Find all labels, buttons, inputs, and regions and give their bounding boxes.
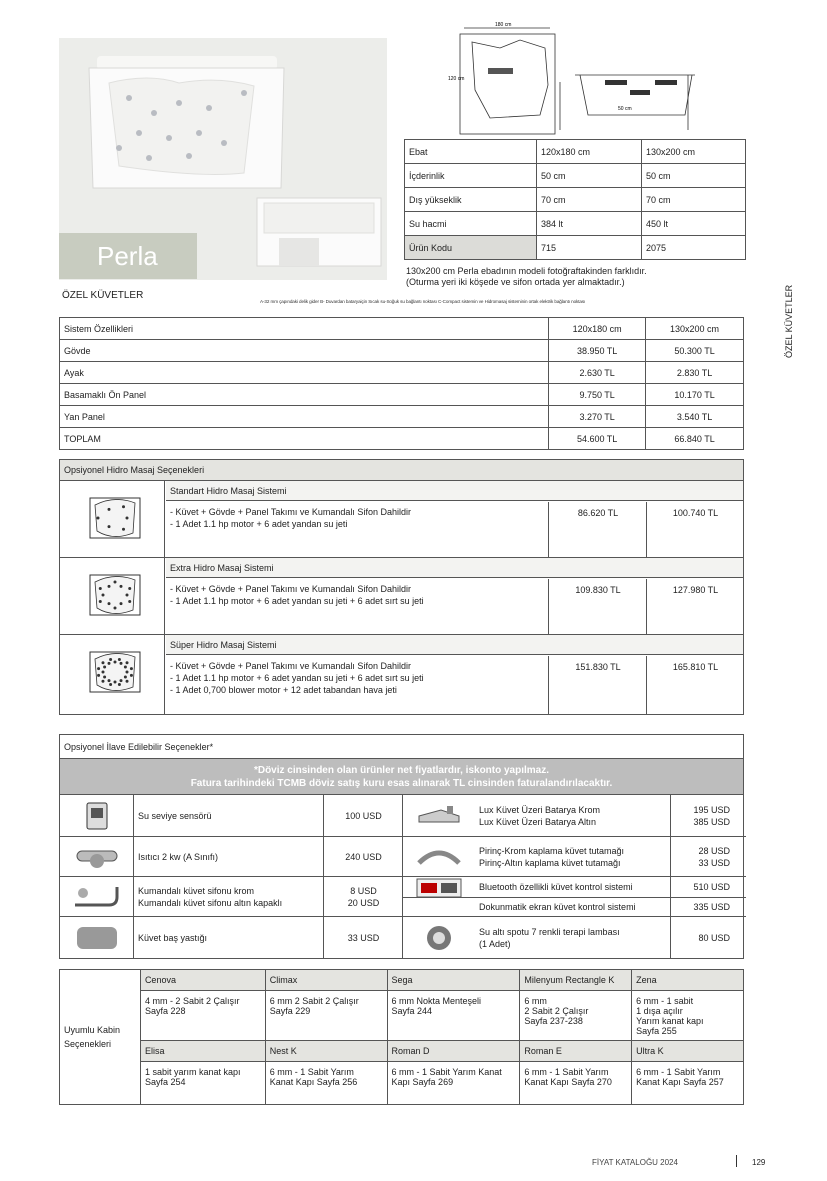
- addon-label: [138, 795, 324, 836]
- spec-value-2: 50 cm: [642, 164, 746, 188]
- addon-price-line: 8 USD: [350, 885, 377, 896]
- banner-line-1: *Döviz cinsinden olan ürünler net fiyatlardır, iskonto yapılmaz.: [253, 765, 550, 776]
- addon-row: [403, 898, 746, 917]
- cabin-desc-line: Sayfa 237-238: [524, 1016, 583, 1026]
- cabin-desc-line: 6 mm - 1 Sabit Yarım: [269, 1067, 354, 1077]
- hydro-item: [60, 635, 743, 714]
- system-row-price-2: 10.170 TL: [646, 384, 744, 406]
- banner-line-2: Fatura tarihindeki TCMB döviz satış kuru esas alınarak TL cinsinden faturalandırılacaktır.: [190, 778, 613, 789]
- addon-price-line: 33 USD: [698, 857, 730, 868]
- spec-note: [406, 266, 647, 288]
- hydro-item: [60, 481, 743, 558]
- hydro-desc-line: - Küvet + Gövde + Panel Takımı ve Kumandalı Sifon Dahildir: [170, 584, 411, 594]
- cabin-desc-line: Sayfa 244: [391, 1006, 433, 1016]
- hydro-diagram-icon: [60, 635, 165, 714]
- cabin-desc-line: Kanat Kapı Sayfa 256: [269, 1077, 358, 1087]
- hydro-item-name: Standart Hidro Masaj Sistemi: [166, 481, 743, 501]
- addon-label-line: (1 Adet): [479, 938, 511, 949]
- system-row: [60, 340, 744, 362]
- addon-label: [479, 898, 669, 916]
- addon-price: [325, 917, 402, 958]
- hydro-section: [59, 459, 744, 715]
- cabin-desc-line: 2 Sabit 2 Çalışır: [524, 1006, 589, 1016]
- cabin-table: [59, 969, 744, 1105]
- footer-divider: [736, 1155, 737, 1167]
- spec-value-1: 715: [537, 236, 642, 260]
- addon-price-line: 335 USD: [693, 902, 730, 912]
- addon-row: [403, 877, 746, 898]
- cabin-desc: [632, 1062, 744, 1105]
- addon-price: [325, 877, 402, 916]
- footer-catalog: FİYAT KATALOĞU 2024: [592, 1158, 678, 1167]
- cabin-name: Sega: [387, 970, 520, 991]
- spec-label: Ürün Kodu: [405, 236, 537, 260]
- addon-label: [479, 837, 669, 876]
- page-number: 129: [752, 1158, 766, 1167]
- system-row: [60, 362, 744, 384]
- system-table: [59, 317, 744, 450]
- system-row-label: Ayak: [60, 362, 549, 384]
- cabin-desc-line: Sayfa 255: [636, 1026, 677, 1036]
- hydro-price-2: 100.740 TL: [672, 508, 719, 518]
- pillow-icon: [60, 917, 134, 958]
- addon-label-line: Lux Küvet Üzeri Batarya Altın: [479, 816, 597, 827]
- cabin-desc: [520, 991, 632, 1041]
- cabin-name: Elisa: [140, 1041, 265, 1062]
- dim-inner-label: 50 cm: [618, 106, 632, 112]
- water-heater-icon: [60, 837, 134, 876]
- system-row: [60, 384, 744, 406]
- hydro-diagram-icon: [60, 558, 165, 634]
- hydro-price-2: 165.810 TL: [672, 662, 719, 672]
- spec-row: [405, 212, 746, 236]
- cabin-desc: [265, 991, 387, 1041]
- spec-row: [405, 164, 746, 188]
- spec-value-2: 70 cm: [642, 188, 746, 212]
- addon-price: [670, 898, 746, 916]
- cabin-name: Nest K: [265, 1041, 387, 1062]
- addon-price-line: 33 USD: [347, 932, 380, 943]
- addon-label-line: Lux Küvet Üzeri Batarya Krom: [479, 804, 601, 815]
- spec-row: [405, 140, 746, 164]
- system-header-label: Sistem Özellikleri: [60, 318, 549, 340]
- addon-price-line: 28 USD: [698, 845, 730, 856]
- addon-price-line: 510 USD: [693, 882, 730, 892]
- system-row-price-2: 66.840 TL: [646, 428, 744, 450]
- addon-label-line: Dokunmatik ekran küvet kontrol sistemi: [479, 902, 636, 912]
- drawing-legend: A-32 mm çapındaki delik gider B- Duvardan bataryaiçin Sıcak su-Soğuk su bağlantı noktası C-Compact sistemin ve Hidromasaj sisteminin ortak elektrik bağlantı noktası: [260, 299, 586, 304]
- hydro-title: Opsiyonel Hidro Masaj Seçenekleri: [60, 460, 743, 481]
- system-header-size-2: 130x200 cm: [646, 318, 744, 340]
- hydro-desc-line: - Küvet + Gövde + Panel Takımı ve Kumandalı Sifon Dahildir: [170, 507, 411, 517]
- hydro-desc-line: - 1 Adet 1.1 hp motor + 6 adet yandan su jeti + 6 adet sırt su jeti: [170, 596, 424, 606]
- system-row-label: TOPLAM: [60, 428, 549, 450]
- cabin-desc-line: Yarım kanat kapı: [636, 1016, 704, 1026]
- water-level-sensor-icon: [60, 795, 134, 836]
- cabin-desc-line: 6 mm: [524, 996, 547, 1006]
- system-row-label: Basamaklı Ön Panel: [60, 384, 549, 406]
- spec-table: [404, 139, 746, 260]
- addon-price-line: 240 USD: [345, 851, 382, 862]
- addon-price: [670, 877, 746, 897]
- cabin-name: Roman D: [387, 1041, 520, 1062]
- hydro-desc-line: - 1 Adet 1.1 hp motor + 6 adet yandan su jeti: [170, 519, 348, 529]
- spec-note-2: (Oturma yeri iki köşede ve sifon ortada yer almaktadır.): [406, 277, 625, 287]
- spec-value-1: 384 lt: [537, 212, 642, 236]
- system-row-price-2: 2.830 TL: [646, 362, 744, 384]
- cabin-desc-line: Kanat Kapı Sayfa 270: [524, 1077, 612, 1087]
- empty-icon-cell: [403, 898, 475, 916]
- addon-price-line: 100 USD: [345, 810, 382, 821]
- addon-label-line: Su seviye sensörü: [138, 810, 212, 821]
- cabin-desc-line: Kanat Kapı Sayfa 257: [636, 1077, 724, 1087]
- cabin-desc-line: Sayfa 229: [269, 1006, 311, 1016]
- cabin-desc-line: 6 mm - 1 sabit: [636, 996, 694, 1006]
- cabin-desc: [387, 991, 520, 1041]
- hydro-price-1: 109.830 TL: [550, 579, 647, 634]
- cabin-name-row: [60, 970, 744, 991]
- system-row: [60, 428, 744, 450]
- system-row-price-2: 3.540 TL: [646, 406, 744, 428]
- addon-label-line: Bluetooth özellikli küvet kontrol sistemi: [479, 882, 633, 892]
- addon-row: [60, 877, 402, 917]
- addon-label-line: Kumandalı küvet sifonu krom: [138, 885, 255, 896]
- hydro-price-2: 127.980 TL: [672, 585, 719, 595]
- addon-price-line: 80 USD: [698, 932, 730, 943]
- cabin-desc-line: 6 mm - 1 Sabit Yarım: [636, 1067, 721, 1077]
- addons-title: Opsiyonel İlave Edilebilir Seçenekler*: [60, 735, 743, 759]
- hydro-diagram-icon: [60, 481, 165, 557]
- cabin-desc-line: 6 mm 2 Sabit 2 Çalışır: [269, 996, 359, 1006]
- hydro-item-name: Süper Hidro Masaj Sistemi: [166, 635, 743, 655]
- hydro-price-1: 151.830 TL: [550, 656, 647, 714]
- cabin-desc-line: Sayfa 228: [144, 1006, 186, 1016]
- cabin-desc-line: 6 mm - 1 Sabit Yarım Kanat: [391, 1067, 502, 1077]
- cabin-desc-line: Sayfa 254: [144, 1077, 186, 1087]
- addon-price-line: 385 USD: [693, 816, 730, 827]
- cabin-section-label: Uyumlu Kabin Seçenekleri: [60, 970, 141, 1105]
- addon-row: [403, 917, 746, 958]
- system-row-price-1: 9.750 TL: [549, 384, 646, 406]
- cabin-desc-line: 6 mm - 1 Sabit Yarım: [524, 1067, 609, 1077]
- system-header-row: [60, 318, 744, 340]
- dim-top-label: 180 cm: [495, 22, 512, 28]
- hydro-item-name: Extra Hidro Masaj Sistemi: [166, 558, 743, 578]
- system-row-price-1: 54.600 TL: [549, 428, 646, 450]
- system-row-label: Gövde: [60, 340, 549, 362]
- spec-value-2: 450 lt: [642, 212, 746, 236]
- system-row-label: Yan Panel: [60, 406, 549, 428]
- addon-label-line: Kumandalı küvet sifonu altın kapaklı: [138, 897, 283, 908]
- cabin-desc: [140, 1062, 265, 1105]
- cabin-desc: [140, 991, 265, 1041]
- addon-label-line: Pirinç-Altın kaplama küvet tutamağı: [479, 857, 621, 868]
- cabin-name: Climax: [265, 970, 387, 991]
- addon-label: [479, 917, 669, 958]
- hydro-desc-line: - Küvet + Gövde + Panel Takımı ve Kumandalı Sifon Dahildir: [170, 661, 411, 671]
- spec-row: [405, 188, 746, 212]
- addon-label: [138, 917, 324, 958]
- addon-price-line: 20 USD: [347, 897, 380, 908]
- control-panel-icon: [403, 877, 475, 897]
- addon-label-line: Pirinç-Krom kaplama küvet tutamağı: [479, 845, 625, 856]
- cabin-desc-row: [60, 1062, 744, 1105]
- underwater-light-icon: [403, 917, 475, 958]
- spec-label: Su hacmi: [405, 212, 537, 236]
- section-title: ÖZEL KÜVETLER: [62, 290, 144, 301]
- product-photo: [59, 38, 387, 280]
- faucet-icon: [403, 795, 475, 836]
- addon-label: [479, 795, 669, 836]
- cabin-name-row: [60, 1041, 744, 1062]
- drain-siphon-icon: [60, 877, 134, 916]
- system-row: [60, 406, 744, 428]
- addon-label-line: Su altı spotu 7 renkli terapi lambası: [479, 926, 620, 937]
- cabin-name: Ultra K: [632, 1041, 744, 1062]
- side-label: ÖZEL KÜVETLER: [784, 284, 794, 358]
- addons-section: [59, 734, 744, 959]
- addon-row: [60, 795, 402, 837]
- addons-banner: [60, 759, 743, 795]
- hydro-item-desc: [166, 502, 549, 557]
- spec-note-1: 130x200 cm Perla ebadının modeli fotoğraftakinden farklıdır.: [406, 266, 647, 276]
- addon-price: [670, 837, 746, 876]
- spec-value-2: 2075: [642, 236, 746, 260]
- system-header-size-1: 120x180 cm: [549, 318, 646, 340]
- spec-value-2: 130x200 cm: [642, 140, 746, 164]
- system-row-price-2: 50.300 TL: [646, 340, 744, 362]
- cabin-name: Zena: [632, 970, 744, 991]
- addon-row: [403, 795, 746, 837]
- product-name-label: Perla: [59, 233, 197, 279]
- addon-label-line: Küvet baş yastığı: [138, 932, 208, 943]
- cabin-name: Cenova: [140, 970, 265, 991]
- cabin-desc-line: 1 sabit yarım kanat kapı: [144, 1067, 241, 1077]
- cabin-desc: [520, 1062, 632, 1105]
- addon-row: [60, 917, 402, 958]
- cabin-desc-line: 6 mm Nokta Menteşeli: [391, 996, 482, 1006]
- dim-side-label: 120 cm: [448, 76, 465, 82]
- addon-label: [479, 877, 669, 897]
- hydro-item-desc: [166, 656, 549, 714]
- system-row-price-1: 2.630 TL: [549, 362, 646, 384]
- hydro-desc-line: - 1 Adet 0,700 blower motor + 12 adet tabandan hava jeti: [170, 685, 397, 695]
- addon-label-line: Isıtıcı 2 kw (A Sınıfı): [138, 851, 219, 862]
- cabin-name: Roman E: [520, 1041, 632, 1062]
- cabin-name: Milenyum Rectangle K: [520, 970, 632, 991]
- cabin-desc: [265, 1062, 387, 1105]
- addon-label: [138, 837, 324, 876]
- cabin-desc-line: 4 mm - 2 Sabit 2 Çalışır: [144, 996, 240, 1006]
- cabin-desc: [387, 1062, 520, 1105]
- cabin-desc: [632, 991, 744, 1041]
- hydro-item: [60, 558, 743, 635]
- addon-row: [60, 837, 402, 877]
- addon-label: [138, 877, 324, 916]
- addon-price: [325, 795, 402, 836]
- hydro-desc-line: - 1 Adet 1.1 hp motor + 6 adet yandan su jeti + 6 adet sırt su jeti: [170, 673, 424, 683]
- cabin-desc-row: [60, 991, 744, 1041]
- technical-drawing: [440, 20, 740, 138]
- cabin-desc-line: Kapı Sayfa 269: [391, 1077, 454, 1087]
- spec-label: Dış yükseklik: [405, 188, 537, 212]
- addon-price: [670, 917, 746, 958]
- cabin-desc-line: 1 dışa açılır: [636, 1006, 683, 1016]
- hydro-price-1: 86.620 TL: [550, 502, 647, 557]
- spec-row: [405, 236, 746, 260]
- spec-value-1: 50 cm: [537, 164, 642, 188]
- spec-label: Ebat: [405, 140, 537, 164]
- system-row-price-1: 3.270 TL: [549, 406, 646, 428]
- spec-value-1: 120x180 cm: [537, 140, 642, 164]
- spec-value-1: 70 cm: [537, 188, 642, 212]
- addon-price-line: 195 USD: [693, 804, 730, 815]
- addon-price: [670, 795, 746, 836]
- hydro-item-desc: [166, 579, 549, 634]
- system-row-price-1: 38.950 TL: [549, 340, 646, 362]
- addon-price: [325, 837, 402, 876]
- spec-label: İçderinlik: [405, 164, 537, 188]
